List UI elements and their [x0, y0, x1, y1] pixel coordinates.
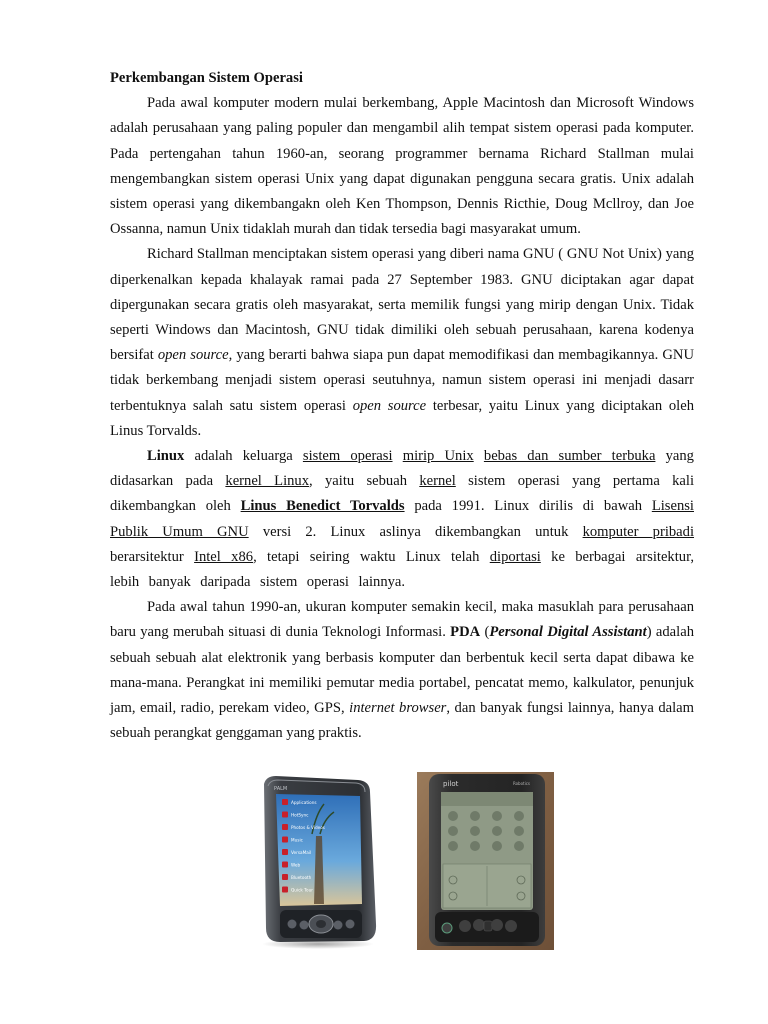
paragraph-3-text: , tetapi seiring waktu Linux telah	[253, 548, 490, 565]
palm-menu-item: Applications	[291, 800, 317, 805]
pilot-maker-label: Robotics	[513, 781, 530, 786]
paragraph-4-text: , dan banyak fungsi lainnya, hanya dalam sebuah perangkat genggaman yang praktis.	[110, 700, 695, 742]
paragraph-3-text: , yaitu sebuah	[309, 473, 420, 490]
internet-browser-term: internet browser	[349, 700, 447, 717]
palm-menu-item-icon	[282, 837, 288, 843]
palm-pda-image	[254, 774, 382, 950]
palm-menu-item: Bluetooth	[291, 875, 312, 880]
pilot-app-icon	[514, 811, 524, 821]
paragraph-2-text: terbesar, yaitu Linux yang diciptakan oleh Linus Torvalds.	[110, 397, 694, 439]
pilot-app-icon	[492, 826, 502, 836]
paragraph-2-text: Richard Stallman menciptakan sistem operasi yang diberi nama GNU ( GNU Not Unix) yang diperkenalkan kepada khalayak ramai pada 27 September 1983. GNU diciptakan agar dapat dipergunakan secara gratis oleh masyarakat, serta memilik fungsi yang mirip dengan Unix. Tidak seperti Windows dan Macintosh, GNU tidak dimiliki oleh sebuah perusahaan, karena kodenya bersifat	[110, 246, 694, 364]
palm-menu-item-icon	[282, 887, 288, 893]
palm-menu-item: Web	[291, 862, 301, 868]
link-lisensi-gnu[interactable]: Lisensi Publik Umum GNU	[110, 498, 694, 540]
link-intel-x86[interactable]: Intel x86	[194, 548, 254, 565]
paragraph-1: Pada awal komputer modern mulai berkembang, Apple Macintosh dan Microsoft Windows adalah perusahaan yang paling populer dan mengambil alih tempat sistem operasi pada komputer. Pada pertengahan tahun 1960-an, seorang programmer bernama Richard Stallman mulai mengembangkan sistem operasi Unix yang dapat digunakan pengguna secara gratis. Unix adalah sistem operasi yang dikembangakn oleh Ken Thompson, Dennis Ricthie, Doug Mcllroy, dan Joe Ossanna, namun Unix tidaklah murah dan tidak tersedia bagi masyarakat umum.	[110, 95, 694, 238]
palm-menu-item: Music	[291, 837, 303, 843]
palm-menu-item: Photos & Videos	[291, 825, 325, 830]
pda-full-name: Personal Digital Assistant	[489, 624, 647, 641]
pilot-app-icon	[514, 841, 524, 851]
pilot-app-icon	[470, 811, 480, 821]
paragraph-3-text: adalah keluarga	[184, 448, 303, 465]
paragraph-2-text: yang berarti bahwa siapa pun dapat memodifikasi dan membagikannya. GNU tidak berkembang menjadi sistem operasi seutuhnya, namun sistem operasi ini menjadi dasarr terbentuknya salah satu sistem operasi	[110, 347, 694, 414]
palm-menu-item-icon	[282, 799, 288, 805]
pilot-app-icon	[492, 811, 502, 821]
palm-menu-item-icon	[282, 874, 288, 880]
open-source-term: open source	[352, 397, 427, 414]
paragraph-4-text: Pada awal tahun 1990-an, ukuran komputer semakin kecil, maka masuklah para perusahaan baru yang merubah situasi di dunia Teknologi Informasi.	[110, 599, 694, 641]
paragraph-4-text: ) adalah sebuah sebuah alat elektronik yang berbasis komputer dan berbentuk kecil serta dapat dibawa ke mana-mana. Perangkat ini memiliki pemutar media portabel, pencatat memo, kalkulator, penunjuk jam, email, radio, perekam video, GPS,	[110, 624, 694, 717]
figure-row	[0, 772, 768, 952]
pilot-brand-label: pilot	[443, 780, 459, 788]
palm-menu-item-icon	[282, 812, 288, 818]
paragraph-3-text	[393, 448, 403, 464]
paragraph-3-text: yang didasarkan pada	[110, 448, 694, 490]
link-diportasi[interactable]: diportasi	[489, 548, 541, 565]
pilot-app-icon	[514, 826, 524, 836]
pda-term: PDA	[450, 624, 481, 641]
link-komputer-pribadi[interactable]: komputer pribadi	[582, 523, 695, 540]
link-sistem-operasi[interactable]: sistem operasi	[302, 448, 393, 465]
open-source-term: open source,	[157, 347, 233, 364]
paragraph-2	[110, 242, 694, 444]
pilot-pda-illustration	[417, 772, 554, 950]
palm-menu-item-icon	[282, 862, 288, 868]
link-mirip-unix[interactable]: mirip Unix	[402, 448, 474, 465]
article	[110, 66, 694, 746]
pilot-pda-image	[417, 772, 554, 950]
pilot-app-icon	[448, 826, 458, 836]
paragraph-3	[110, 444, 694, 595]
pilot-app-icon	[448, 841, 458, 851]
paragraph-3-text: sistem operasi yang pertama kali dikembangkan oleh	[110, 473, 694, 515]
pilot-app-icon	[470, 841, 480, 851]
palm-pda-illustration	[254, 774, 382, 950]
pilot-app-icon	[448, 811, 458, 821]
palm-menu-item-icon	[282, 849, 288, 855]
link-linus-torvalds[interactable]: Linus Benedict Torvalds	[240, 498, 405, 515]
palm-brand-label: PALM	[274, 786, 288, 792]
link-kernel[interactable]: kernel	[419, 473, 456, 490]
pilot-app-icon	[492, 841, 502, 851]
paragraph-3-text	[474, 448, 484, 464]
paragraph-3-text: versi 2. Linux aslinya dikembangkan untuk	[248, 523, 583, 540]
palm-menu-item: Quick Tour	[291, 887, 313, 893]
link-kernel-linux[interactable]: kernel Linux	[225, 473, 310, 490]
pilot-app-icon	[470, 826, 480, 836]
paragraph-3-text: ke berbagai arsitektur, lebih banyak daripada sistem operasi lainnya.	[110, 548, 695, 591]
article-heading: Perkembangan Sistem Operasi	[110, 70, 303, 86]
linux-term: Linux	[147, 448, 185, 465]
palm-menu-item: HotSync	[291, 812, 309, 818]
paragraph-4	[110, 595, 694, 746]
paragraph-3-text: berarsitektur	[110, 548, 195, 565]
link-bebas-sumber-terbuka[interactable]: bebas dan sumber terbuka	[483, 448, 656, 465]
paragraph-3-text: pada 1991. Linux dirilis di bawah	[404, 498, 652, 515]
paragraph-4-text: (	[480, 624, 490, 641]
palm-menu-item-icon	[282, 824, 288, 830]
palm-menu-item: VersaMail	[291, 850, 312, 855]
